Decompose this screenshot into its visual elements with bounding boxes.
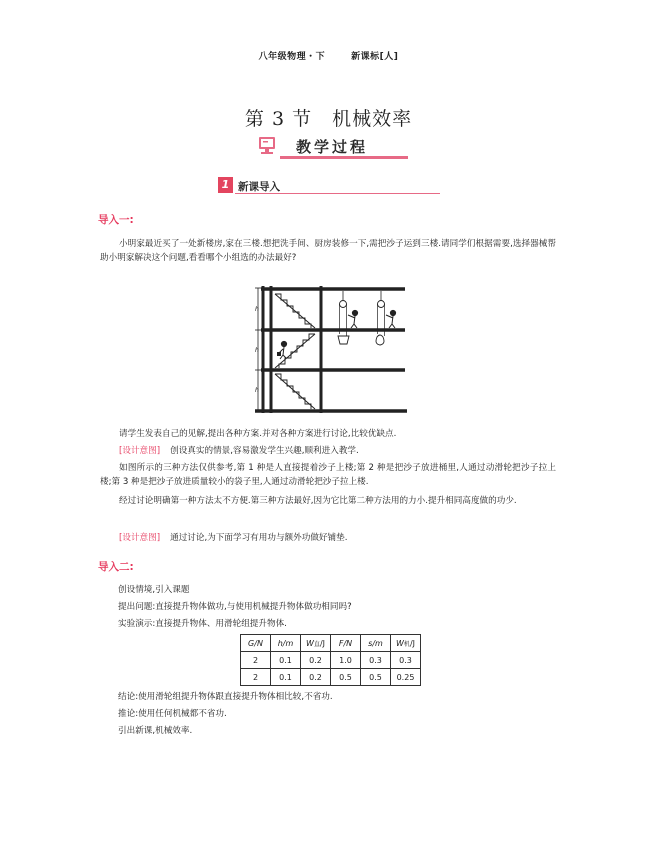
header-book-title: 八年级物理・下 xyxy=(258,52,326,62)
design-intent-1-label: [设计意图] xyxy=(119,446,161,456)
intro1-paragraph-2: 请学生发表自己的见解,提出各种方案.并对各种方案进行讨论,比较优缺点. xyxy=(119,429,397,439)
figure-h-label-3: h xyxy=(255,387,259,394)
experiment-table xyxy=(240,634,421,686)
table-header-cell: W机/J xyxy=(391,635,421,652)
intro2-line-1: 创设情境,引入课题 xyxy=(118,585,190,595)
table-cell: 0.25 xyxy=(391,669,421,686)
table-cell: 1.0 xyxy=(331,652,361,669)
figure-h-label-2: h xyxy=(255,347,259,354)
section-underline xyxy=(235,193,440,195)
table-row xyxy=(241,652,421,669)
monitor-icon xyxy=(258,135,276,155)
table-cell: 0.2 xyxy=(301,669,331,686)
intro1-label: 导入一: xyxy=(98,214,134,226)
table-cell: 0.2 xyxy=(301,652,331,669)
intro1-paragraph-1: 小明家最近买了一处新楼房,家在三楼.想把洗手间、厨房装修一下,需把沙子运到三楼.请同学们根据需要,选择器械帮助小明家解决这个问题,看看哪个小组选的办法最好? xyxy=(100,239,556,263)
design-intent-2-text: 通过讨论,为下面学习有用功与额外功做好铺垫. xyxy=(170,533,348,543)
table-cell: 0.1 xyxy=(271,669,301,686)
intro2-line-2: 提出问题:直接提升物体做功,与使用机械提升物体做功相同吗? xyxy=(118,602,352,612)
intro2-lead-in: 引出新课,机械效率. xyxy=(118,726,193,736)
table-header-cell: F/N xyxy=(331,635,361,652)
section-number-badge: 1 xyxy=(218,177,233,193)
table-cell: 0.1 xyxy=(271,652,301,669)
intro1-paragraph-3: 如图所示的三种方法仅供参考,第 1 种是人直接提着沙子上楼;第 2 种是把沙子放进桶里,人通过动滑轮把沙子拉上楼;第 3 种是把沙子放进质量较小的袋子里,人通过动滑轮把沙子拉上楼. xyxy=(100,463,556,487)
stairs-pulley-figure xyxy=(255,282,407,418)
design-intent-2 xyxy=(100,531,556,545)
section-heading xyxy=(218,177,440,194)
header-edition: 新课标[人] xyxy=(351,52,399,62)
intro2-conclusion: 结论:使用滑轮组提升物体跟直接提升物体相比较,不省功. xyxy=(118,692,333,702)
design-intent-2-label: [设计意图] xyxy=(119,533,161,543)
figure-h-label-1: h xyxy=(255,306,259,313)
table-cell: 0.5 xyxy=(361,669,391,686)
process-heading-text: 教学过程 xyxy=(296,138,369,156)
table-header-row xyxy=(241,635,421,652)
section-title: 新课导入 xyxy=(238,181,280,193)
design-intent-1-text: 创设真实的情景,容易激发学生兴趣,顺利进入教学. xyxy=(170,446,359,456)
table-cell: 2 xyxy=(241,669,271,686)
table-cell: 0.3 xyxy=(361,652,391,669)
lesson-title: 第 3 节 机械效率 xyxy=(244,108,413,130)
process-heading xyxy=(258,135,408,159)
table-cell: 0.3 xyxy=(391,652,421,669)
process-underline xyxy=(280,156,408,159)
running-header xyxy=(0,49,657,62)
table-row xyxy=(241,669,421,686)
table-cell: 2 xyxy=(241,652,271,669)
table-header-cell: h/m xyxy=(271,635,301,652)
table-header-cell: W直/J xyxy=(301,635,331,652)
table-cell: 0.5 xyxy=(331,669,361,686)
table-header-cell: s/m xyxy=(361,635,391,652)
intro2-label: 导入二: xyxy=(98,561,134,573)
intro2-inference: 推论:使用任何机械都不省功. xyxy=(118,709,227,719)
intro2-line-3: 实验演示:直接提升物体、用滑轮组提升物体. xyxy=(118,619,287,629)
intro1-paragraph-4: 经过讨论明确第一种方法太不方便.第三种方法最好,因为它比第二种方法用的力小.提升相同高度做的功少. xyxy=(119,496,517,506)
design-intent-1 xyxy=(100,444,556,458)
table-header-cell: G/N xyxy=(241,635,271,652)
